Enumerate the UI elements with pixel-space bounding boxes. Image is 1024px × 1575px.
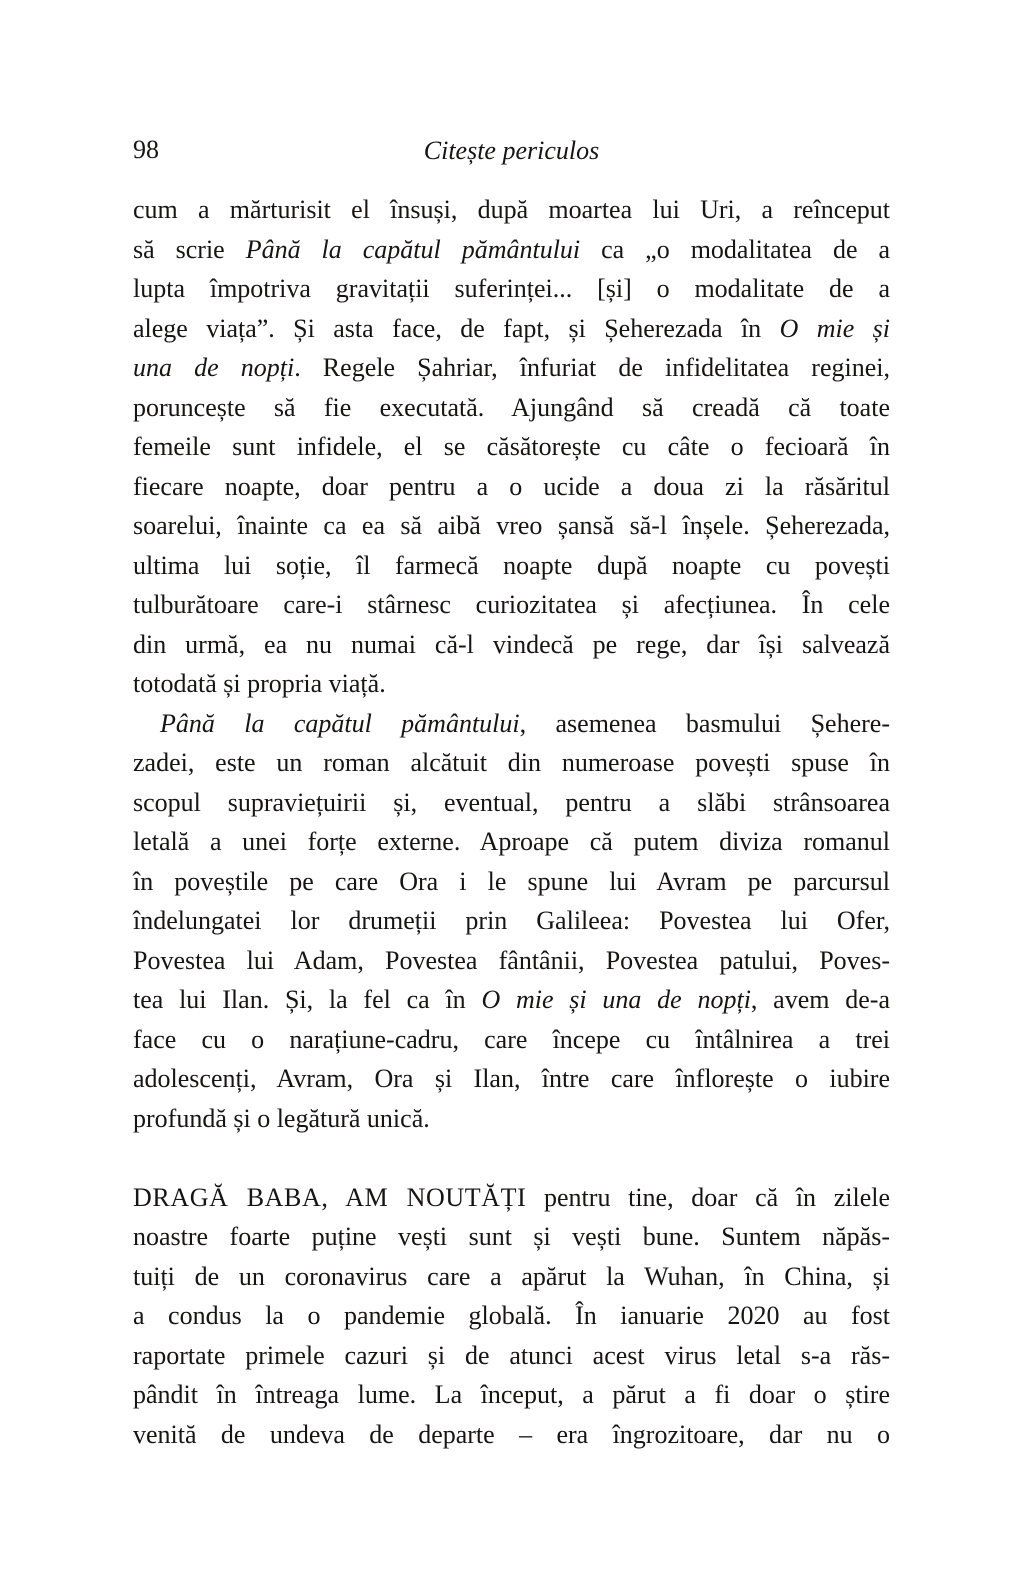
text-segment: venită de undeva de departe – era îngrozitoare, dar nu o xyxy=(133,1419,890,1449)
text-segment: ultima lui soție, îl farmecă noapte după noapte cu povești xyxy=(133,550,890,580)
text-segment: adolescenți, Avram, Ora și Ilan, între care înflorește o iubire xyxy=(133,1064,890,1093)
text-line xyxy=(133,1375,890,1415)
italic-text: O mie și una de nopți xyxy=(481,985,751,1014)
text-segment: fiecare noapte, doar pentru a o ucide a doua zi la răsăritul xyxy=(133,471,890,501)
text-segment: lupta împotriva gravitații suferinței... [și] o modalitate de a xyxy=(133,274,890,303)
paragraph xyxy=(133,704,890,1139)
text-line xyxy=(133,664,890,704)
text-line xyxy=(133,546,890,586)
text-line xyxy=(133,427,890,467)
text-line xyxy=(133,309,890,349)
page-number: 98 xyxy=(133,135,159,164)
text-segment: în poveștile pe care Ora i le spune lui Avram pe parcursul xyxy=(133,866,890,896)
text-segment: a condus la o pandemie globală. În ianuarie 2020 au fost xyxy=(133,1301,890,1330)
paragraph xyxy=(133,1178,890,1455)
text-line xyxy=(133,1099,890,1139)
text-segment: , avem de-a xyxy=(750,985,890,1014)
caps-text: DRAGĂ BABA, AM NOUTĂȚI xyxy=(133,1182,527,1212)
running-head: Citește periculos xyxy=(423,136,600,165)
text-line xyxy=(133,1217,890,1257)
text-line xyxy=(133,1257,890,1297)
text-segment: face cu o narațiune-cadru, care începe cu întâlnirea a trei xyxy=(133,1024,890,1054)
text-segment: cum a mărturisit el însuși, după moartea lui Uri, a reînceput xyxy=(133,195,890,224)
text-line xyxy=(133,1178,890,1218)
text-line xyxy=(133,901,890,941)
text-line xyxy=(133,506,890,546)
text-segment: să scrie xyxy=(133,234,246,264)
text-segment: pentru tine, doar că în zilele xyxy=(526,1182,891,1212)
text-segment: profundă și o legătură unică. xyxy=(133,1103,430,1133)
text-line xyxy=(133,1059,890,1099)
text-segment: femeile sunt infidele, el se căsătorește cu câte o fecioară în xyxy=(133,432,890,461)
text-segment: scopul supraviețuirii și, eventual, pentru a slăbi strânsoarea xyxy=(133,787,890,817)
text-segment: tea lui Ilan. Și, la fel ca în xyxy=(133,985,482,1014)
text-line xyxy=(133,1415,890,1455)
text-segment: tulburătoare care-i stârnesc curiozitatea și afecțiunea. În cele xyxy=(133,590,890,619)
text-line xyxy=(133,585,890,625)
text-line xyxy=(133,822,890,862)
text-line xyxy=(133,230,890,270)
text-line xyxy=(133,1296,890,1336)
text-line xyxy=(133,783,890,823)
text-segment: îndelungatei lor drumeții prin Galileea: Povestea lui Ofer, xyxy=(133,906,890,935)
text-segment: Povestea lui Adam, Povestea fântânii, Povestea patului, Poves- xyxy=(133,945,890,975)
text-segment: pândit în întreaga lume. La început, a părut a fi doar o știre xyxy=(133,1380,890,1409)
text-line xyxy=(133,980,890,1020)
paragraph xyxy=(133,190,890,704)
text-line xyxy=(133,743,890,783)
text-segment: raportate primele cazuri și de atunci acest virus letal s-a răs- xyxy=(133,1340,890,1370)
text-line xyxy=(133,941,890,981)
text-line xyxy=(133,269,890,309)
text-line xyxy=(133,625,890,665)
italic-text: Până la capătul pământului xyxy=(160,708,520,738)
text-segment: , asemenea basmului Șehere- xyxy=(519,708,890,738)
text-line xyxy=(133,190,890,230)
text-segment: soarelui, înainte ca ea să aibă vreo șansă să-l înșele. Șeherezada, xyxy=(133,511,890,540)
text-segment: . Regele Șahriar, înfuriat de infidelitatea reginei, xyxy=(294,353,890,382)
text-line xyxy=(133,862,890,902)
text-segment: totodată și propria viață. xyxy=(133,669,386,698)
italic-text: Până la capătul pământului xyxy=(245,234,581,264)
text-block xyxy=(133,190,890,1454)
text-segment: alege viața”. Și asta face, de fapt, și Șeherezada în xyxy=(133,313,780,343)
text-line xyxy=(133,1336,890,1376)
text-line xyxy=(133,348,890,388)
text-segment: poruncește să fie executată. Ajungând să creadă că toate xyxy=(133,392,890,422)
text-segment: letală a unei forțe externe. Aproape că putem diviza romanul xyxy=(133,827,890,856)
text-segment: ca „o modalitatea de a xyxy=(580,234,890,264)
text-line xyxy=(133,467,890,507)
text-segment: noastre foarte puține vești sunt și vești bune. Suntem năpăs- xyxy=(133,1222,890,1251)
text-line xyxy=(133,388,890,428)
text-segment: zadei, este un roman alcătuit din numeroase povești spuse în xyxy=(133,748,890,777)
text-line xyxy=(133,704,890,744)
italic-text: una de nopți xyxy=(133,353,295,382)
text-segment: din urmă, ea nu numai că-l vindecă pe rege, dar își salvează xyxy=(133,629,890,659)
text-segment: tuiți de un coronavirus care a apărut la Wuhan, în China, și xyxy=(133,1261,890,1291)
text-line xyxy=(133,1020,890,1060)
italic-text: O mie și xyxy=(779,313,890,343)
